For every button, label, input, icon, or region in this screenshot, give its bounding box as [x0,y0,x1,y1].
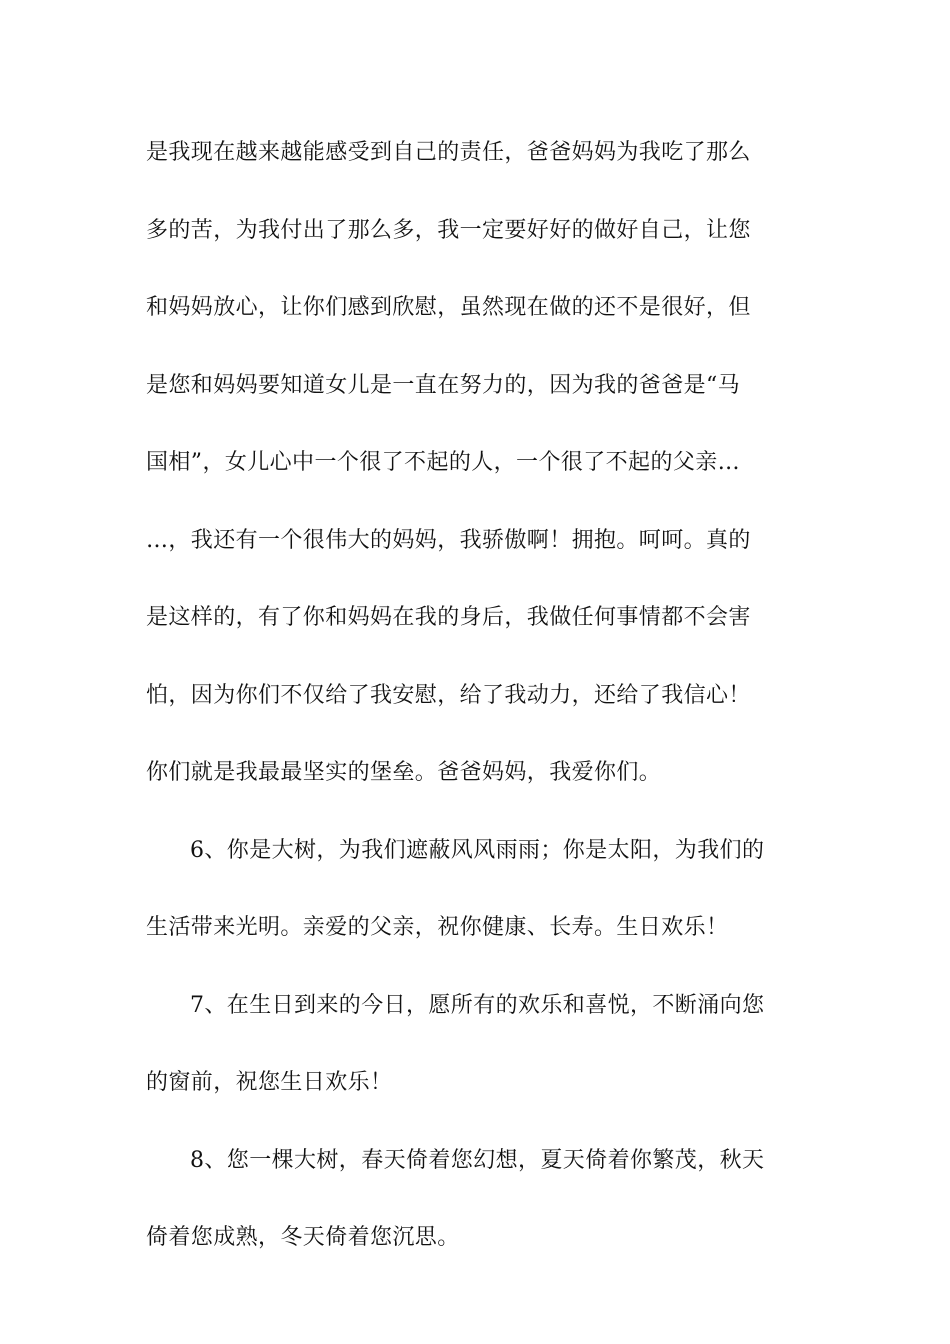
text-line: 的窗前，祝您生日欢乐！ [146,1070,393,1095]
text-line: 怕，因为你们不仅给了我安慰，给了我动力，还给了我信心！ [146,682,751,708]
text-line: 倚着您成熟，冬天倚着您沉思。 [146,1225,460,1250]
text-line: …，我还有一个很伟大的妈妈，我骄傲啊！拥抱。呵呵。真的 [146,527,751,553]
text-line: 是我现在越来越能感受到自己的责任，爸爸妈妈为我吃了那么 [146,140,751,165]
text-line: 多的苦，为我付出了那么多，我一定要好好的做好自己，让您 [146,217,751,243]
body-text [146,128,810,1291]
paragraph-7-start: 7、在生日到来的今日，愿所有的欢乐和喜悦，不断涌向您 [190,992,765,1018]
paragraph-6-start: 6、你是大树，为我们遮蔽风风雨雨；你是太阳，为我们的 [190,837,765,863]
text-line: 你们就是我最最坚实的堡垒。爸爸妈妈，我爱你们。 [146,760,662,785]
text-line: 是这样的，有了你和妈妈在我的身后，我做任何事情都不会害 [146,605,751,630]
text-line: 国相”，女儿心中一个很了不起的人，一个很了不起的父亲… [146,450,741,475]
text-line: 是您和妈妈要知道女儿是一直在努力的，因为我的爸爸是“马 [146,372,741,398]
text-line: 和妈妈放心，让你们感到欣慰，虽然现在做的还不是很好，但 [146,295,751,320]
text-line: 生活带来光明。亲爱的父亲，祝你健康、长寿。生日欢乐！ [146,915,729,940]
paragraph-8-start: 8、您一棵大树，春天倚着您幻想，夏天倚着你繁茂，秋天 [190,1147,765,1173]
